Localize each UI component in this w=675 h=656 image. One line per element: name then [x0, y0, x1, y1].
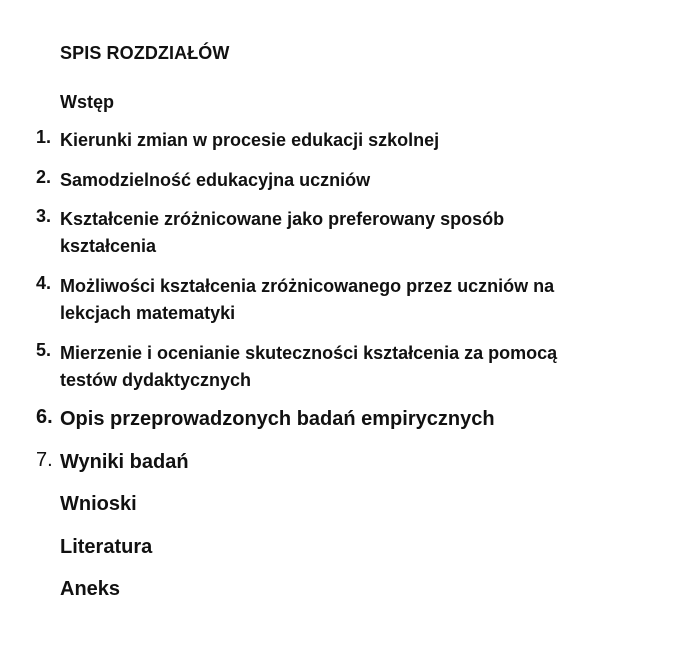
- toc-entry-label: Wstęp: [60, 92, 114, 112]
- chapter-title: Kierunki zmian w procesie edukacji szkolnej: [60, 130, 440, 150]
- chapter-number: 1.: [36, 127, 52, 147]
- chapter-title-line-2: testów dydaktycznych: [60, 370, 252, 390]
- chapter-title-line-1: Możliwości kształcenia zróżnicowanego przez uczniów na: [60, 276, 555, 296]
- chapter-number: 5.: [36, 340, 52, 360]
- chapter-title: Opis przeprowadzonych badań empirycznych: [60, 408, 495, 430]
- chapter-title: Wyniki badań: [60, 451, 189, 473]
- chapter-number: 2.: [36, 167, 52, 187]
- chapter-number: 6.: [36, 406, 53, 428]
- chapter-title-line-1: Mierzenie i ocenianie skuteczności kształcenia za pomocą: [60, 343, 558, 363]
- chapter-title-line-2: lekcjach matematyki: [60, 303, 236, 323]
- chapter-title-line-2: kształcenia: [60, 236, 157, 256]
- chapter-title: Samodzielność edukacyjna uczniów: [60, 170, 371, 190]
- toc-entry-label: Aneks: [60, 578, 121, 600]
- chapter-title-line-1: Kształcenie zróżnicowane jako preferowany sposób: [60, 209, 505, 229]
- chapter-number: 4.: [36, 273, 52, 293]
- chapter-number: 7.: [36, 449, 53, 471]
- toc-entry-label: Literatura: [60, 536, 153, 558]
- chapter-number: 3.: [36, 206, 52, 226]
- page-title: SPIS ROZDZIAŁÓW: [60, 43, 230, 63]
- toc-entry-label: Wnioski: [60, 493, 137, 515]
